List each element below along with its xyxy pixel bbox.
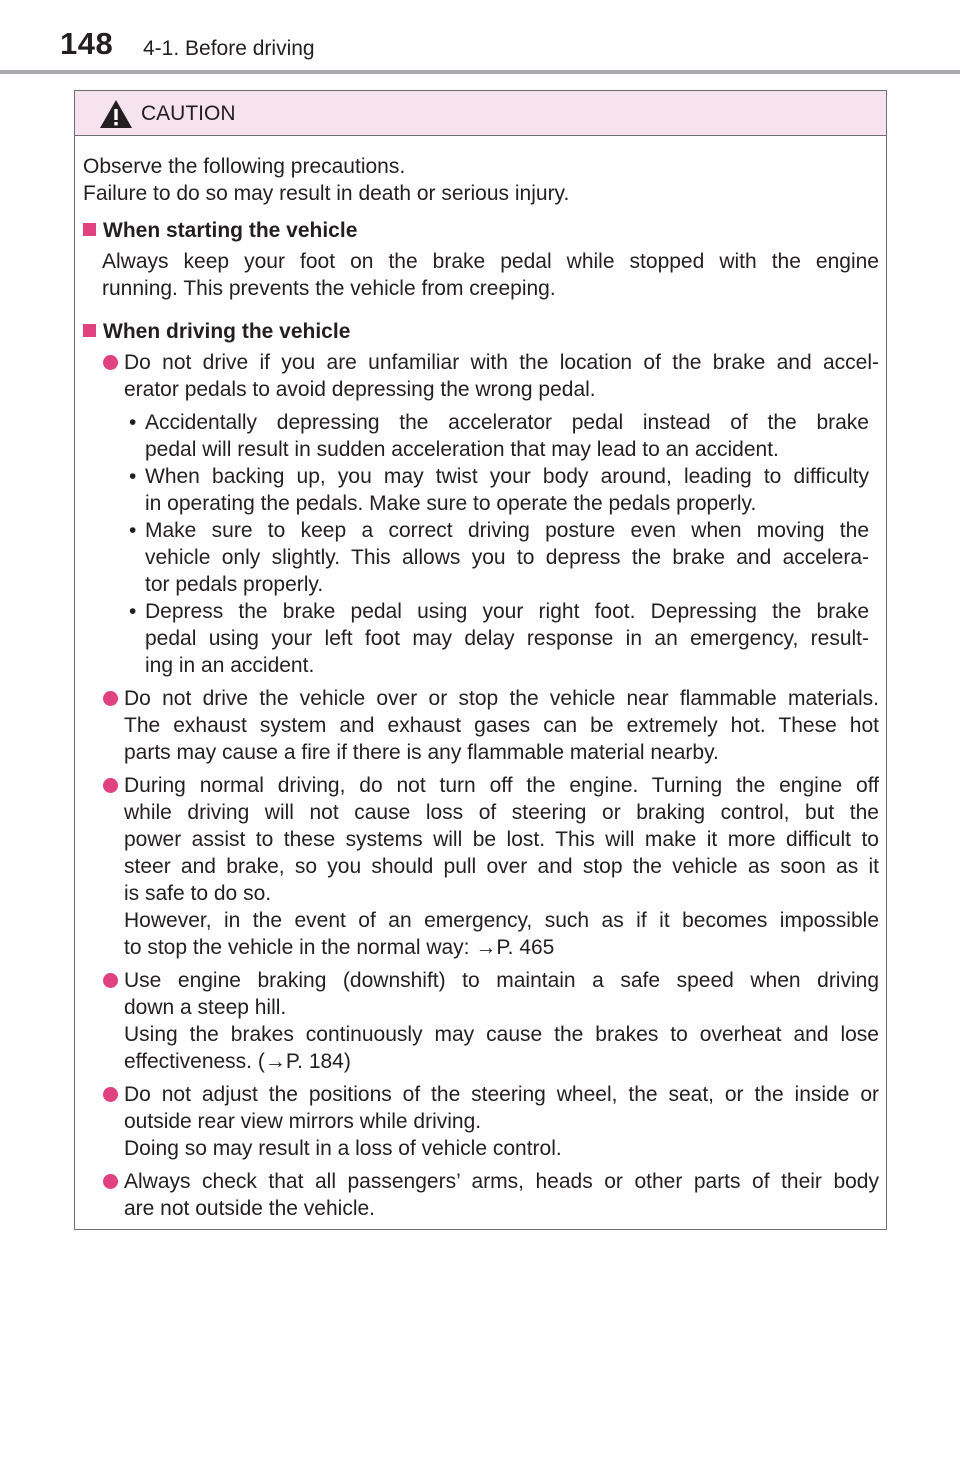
caution-title: CAUTION (141, 102, 236, 125)
text-line: erator pedals to avoid depressing the wrong pedal. (124, 378, 596, 401)
circle-bullet-icon (103, 1087, 118, 1102)
text-line: During normal driving, do not turn off the engine. Turning the engine off (124, 774, 879, 797)
text-line: is safe to do so. (124, 882, 272, 905)
text-line: parts may cause a fire if there is any flammable material nearby. (124, 741, 719, 764)
text-line: When backing up, you may twist your body around, leading to difficulty (145, 465, 869, 488)
text-line: Do not drive the vehicle over or stop the vehicle near flammable materials. (124, 687, 879, 710)
text-line: steer and brake, so you should pull over and stop the vehicle as soon as it (124, 855, 879, 878)
bullet-mark: • (129, 519, 137, 542)
text-line: running. This prevents the vehicle from creeping. (102, 277, 556, 300)
text-line: tor pedals properly. (145, 573, 324, 596)
text-line: Depress the brake pedal using your right foot. Depressing the brake (145, 600, 869, 623)
text-line: pedal will result in sudden acceleration that may lead to an accident. (145, 438, 779, 461)
page-number: 148 (60, 26, 114, 61)
text-line: Always keep your foot on the brake pedal while stopped with the engine (102, 250, 879, 273)
starting-paragraph (83, 248, 879, 302)
circle-bullet-icon (103, 355, 118, 370)
text-line: Do not drive if you are unfamiliar with the location of the brake and accel- (124, 351, 879, 374)
text-line: Accidentally depressing the accelerator pedal instead of the brake (145, 411, 869, 434)
text-line: pedal using your left foot may delay response in an emergency, result- (145, 627, 869, 650)
subheading-driving (83, 318, 879, 345)
caution-header (75, 91, 886, 136)
sub-bullet-item (124, 409, 879, 463)
caution-body (83, 153, 879, 1228)
text-line: vehicle only slightly. This allows you to depress the brake and accelera- (145, 546, 869, 569)
intro-line: Failure to do so may result in death or serious injury. (83, 182, 570, 205)
caution-box (74, 90, 887, 1230)
text-line: Always check that all passengers’ arms, heads or other parts of their body (124, 1170, 879, 1193)
sub-bullet-list (83, 409, 879, 679)
circle-bullet-icon (103, 778, 118, 793)
bullet-mark: • (129, 600, 137, 623)
circle-bullet-icon (103, 973, 118, 988)
square-bullet-icon (83, 324, 96, 337)
text-line: However, in the event of an emergency, such as if it becomes impossible (124, 909, 879, 932)
sub-bullet-item (124, 463, 879, 517)
list-item (83, 349, 879, 403)
intro-text (83, 153, 879, 207)
subheading-starting (83, 217, 879, 244)
text-line: in operating the pedals. Make sure to operate the pedals properly. (145, 492, 757, 515)
sub-bullet-item (124, 598, 879, 679)
text-line: outside rear view mirrors while driving. (124, 1110, 482, 1133)
bullet-mark: • (129, 465, 137, 488)
list-item (83, 967, 879, 1075)
subheading-label: When starting the vehicle (103, 219, 358, 242)
header-rule (0, 70, 960, 74)
text-line: effectiveness. (→P. 184) (124, 1050, 351, 1073)
page-header (0, 0, 960, 80)
intro-line: Observe the following precautions. (83, 155, 406, 178)
circle-bullet-icon (103, 1174, 118, 1189)
text-line: Using the brakes continuously may cause the brakes to overheat and lose (124, 1023, 879, 1046)
text-line: to stop the vehicle in the normal way: →P. 465 (124, 936, 555, 959)
text-line: power assist to these systems will be lost. This will make it more difficult to (124, 828, 879, 851)
list-item (83, 1168, 879, 1222)
warning-triangle-icon (99, 99, 133, 129)
circle-bullet-icon (103, 691, 118, 706)
square-bullet-icon (83, 223, 96, 236)
list-item (83, 772, 879, 961)
list-item (83, 1081, 879, 1162)
list-item (83, 685, 879, 766)
text-line: Doing so may result in a loss of vehicle control. (124, 1137, 562, 1160)
text-line: Do not adjust the positions of the steering wheel, the seat, or the inside or (124, 1083, 879, 1106)
bullet-mark: • (129, 411, 137, 434)
subheading-label: When driving the vehicle (103, 320, 351, 343)
text-line: ing in an accident. (145, 654, 315, 677)
text-line: while driving will not cause loss of steering or braking control, but the (124, 801, 879, 824)
text-line: are not outside the vehicle. (124, 1197, 375, 1220)
sub-bullet-item (124, 517, 879, 598)
section-label: 4-1. Before driving (143, 37, 315, 60)
text-line: Make sure to keep a correct driving posture even when moving the (145, 519, 869, 542)
text-line: Use engine braking (downshift) to maintain a safe speed when driving (124, 969, 879, 992)
text-line: The exhaust system and exhaust gases can be extremely hot. These hot (124, 714, 879, 737)
text-line: down a steep hill. (124, 996, 287, 1019)
